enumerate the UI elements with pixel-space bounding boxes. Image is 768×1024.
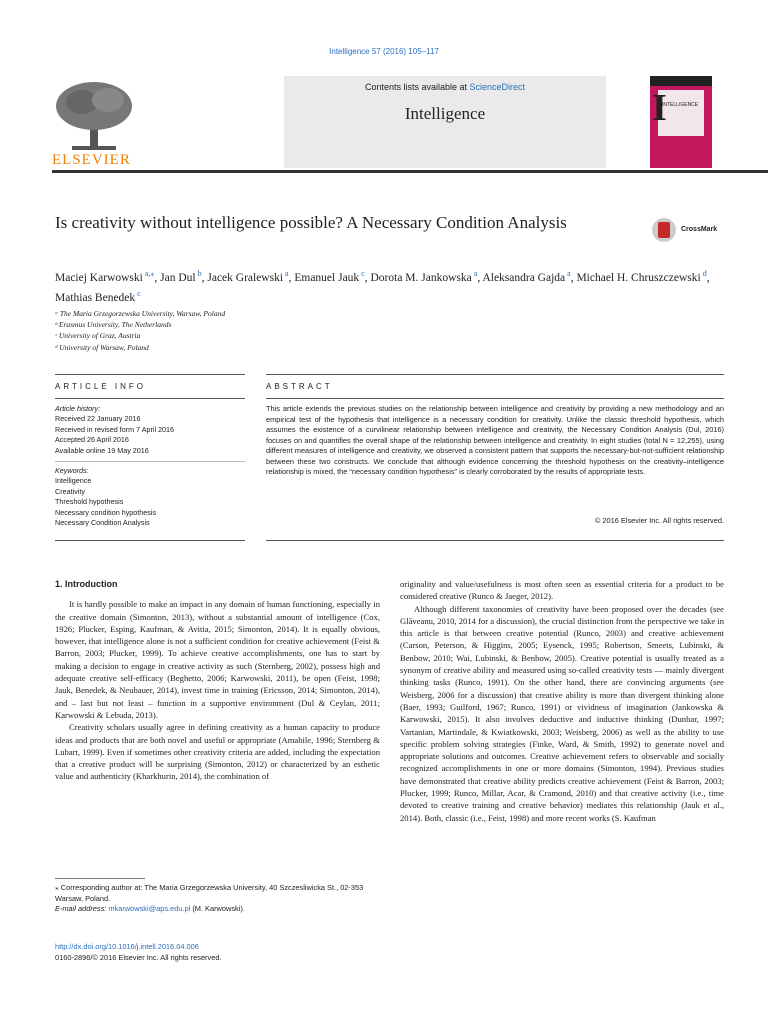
- left-column: [55, 578, 380, 783]
- author-affiliation-mark[interactable]: c: [135, 288, 141, 298]
- email-line: E-mail address: mkarwowski@aps.edu.pl (M. Karwowski).: [55, 904, 245, 913]
- journal-banner: [284, 76, 606, 168]
- history-online: Available online 19 May 2016: [55, 445, 149, 455]
- info-divider: [55, 461, 245, 462]
- author-name: Maciej Karwowski: [55, 271, 143, 284]
- body-paragraph: It is hardly possible to make an impact in any domain of human functioning, especially in the creative domain (Simonton, 2013), without a substantial amount of intelligence (Cox, 1926; Plucker, Esping, Kaufman, & Avitia, 2015; Simonton, 2014). It is equally obvious, however, that intelligence alone is not a sufficient condition for creative achievement (Feist & Barron, 2003; Plucker, 1999). To achieve creative accomplishments, one has to start by making a decision to engage in creative activity as such (Sternberg, 2002), possess high and adequate creative self-efficacy (Beghetto, 2006; Karwowski, 2011), be open (Feist, 1998; Jauk, Benedek, & Neubauer, 2014), invest time in training (Ericsson, 2014; Simonton, 2014), and – last but not least – function in a supportive environment (Dul & Ceylan, 2011; Karwowski & Lebuda, 2013).: [55, 599, 380, 720]
- keywords-label: Keywords:: [55, 466, 89, 476]
- author-affiliation-mark[interactable]: b: [195, 269, 202, 278]
- cover-title: INTELLIGENCE: [662, 102, 699, 108]
- abstract-top-rule: [266, 374, 724, 375]
- affiliation-d: ᵈ University of Warsaw, Poland: [55, 342, 149, 352]
- info-top-rule: [55, 374, 245, 375]
- author-name: Emanuel Jauk: [294, 271, 360, 284]
- crossmark-button[interactable]: [652, 218, 722, 244]
- affiliations: [55, 308, 225, 353]
- journal-cover-image: [650, 76, 712, 168]
- contents-line: Contents lists available at ScienceDirect: [364, 82, 526, 92]
- elsevier-wordmark: ELSEVIER: [52, 152, 131, 168]
- history-label: Article history:: [55, 404, 101, 413]
- author-affiliation-mark[interactable]: a: [565, 269, 571, 278]
- author-affiliation-mark[interactable]: a: [471, 269, 478, 278]
- masthead-rule: [52, 170, 768, 173]
- author-name: Aleksandra Gajda: [482, 271, 566, 284]
- page-bottom: [55, 941, 222, 963]
- sciencedirect-link[interactable]: ScienceDirect: [469, 82, 526, 92]
- crossmark-label: CrossMark: [681, 226, 718, 233]
- section-heading: 1. Introduction: [55, 579, 118, 589]
- history-received: Received 22 January 2016: [55, 414, 141, 424]
- keyword: Threshold hypothesis: [55, 497, 124, 507]
- keyword: Necessary Condition Analysis: [55, 518, 150, 528]
- cover-letter: I: [652, 87, 667, 129]
- author-affiliation-mark[interactable]: a: [283, 269, 289, 278]
- journal-title: Intelligence: [404, 104, 486, 123]
- journal-citation-link[interactable]: Intelligence 57 (2016) 105–117: [329, 47, 439, 56]
- body-paragraph: Creativity scholars usually agree in defining creativity as a human capacity to produce ideas and products that are both novel and useful or appropriate (Amabile, 1996; Sternberg & Lubart, 1999). Even if sometimes other creativity criteria are added, including the expectation that a creative product will be surprising (Simonton, 2012) or characterized by an esthetic value and authenticity (Kharkhurin, 2014), the combination of: [55, 722, 380, 782]
- elsevier-tree-logo: [52, 78, 136, 154]
- author-affiliation-mark[interactable]: c: [359, 269, 365, 278]
- author-name: Michael H. Chruszczewski: [576, 271, 701, 284]
- footnote-rule: [55, 878, 145, 879]
- abstract-text: This article extends the previous studies on the relationship between intelligence and creativity by providing a new methodology and an empirical test of the hypothesis that intelligence is a necessary condition for creativity. Unlike the classic threshold hypothesis, which assumes the existence of a curvilinear relationship between intelligence and creativity, the Necessary Condition Analysis (Dul, 2016) focuses on and quantifies the overall shape of the relationship between intelligence and creativity. In eight studies (total N = 12,255), using different measures of intelligence and creativity, we observed a consistent pattern that supports the necessary-but-not-sufficient relationship between these two constructs. We conclude that although evidence concerning the threshold hypothesis on the creativity–intelligence relationship is mixed, the “necessary condition hypothesis” is clearly corroborated by the results of appropriate tests.: [266, 404, 724, 476]
- author-affiliation-mark[interactable]: d: [700, 269, 707, 278]
- author-affiliation-mark[interactable]: a,⁎: [142, 269, 155, 278]
- abstract-bottom-rule: [266, 540, 724, 541]
- author-list: Maciej Karwowski $^{a,⁎}$, Jan Dul $^b$, Jacek Gralewski $^a$, Emanuel Jauk $^c$, Dorota M. Jankowska $^a$, Aleksandra Gajda $^a$, Michael H. Chruszczewski $^d$, Mathias Benedek $^c$: [55, 269, 710, 304]
- body-paragraph: Although different taxonomies of creativity have been proposed over the decades (see Glăveanu, 2010, 2014 for a discussion), the crucial distinction from the perspective we take in this article is that between creative potential (Runco, 2003) and creative achievement (Carson, Peterson, & Higgins, 2005; Eysenck, 1995; Robertson, Smeets, Lubinski, & Benbow, 2010; Wai, Lubinski, & Benbow, 2005). Creative potential is usually treated as a synonym of creative ability and measured using so-called creativity tests — mainly divergent thinking tasks (Runco, 1991). On the other hand, there are convincing arguments (see Weisberg, 2006 for a discussion) that creative ability is more than divergent thinking alone (Baer, 1993; Guilford, 1967; Runco, 1991) or vividness of imagination (Jankowska & Karwowski, 2015). It also involves deductive and inductive thinking (Dunbar, 1997; Vartanian, Martindale, & Kwiatkowski, 2003; Weisberg, 2006) as well as the ability to use specific problem solving strategies (Finke, Ward, & Smith, 1992) to generate novel and appropriate solutions and outcomes. Creative achievement refers to observable and socially recognized accomplishments in one or more domains (Simonton, 1994). Previous studies have demonstrated that creative ability predicts creative achievement (Feist & Barron, 2003; Plucker, 1999; Runco, Millar, Acar, & Cramond, 2010) and that creative activity (i.e., time devoted to creative training and creative behavior) mediates this relationship (Jauk et al., 2014). Both, classic (i.e., Feist, 1998) and more recent works (S. Kaufman: [400, 603, 724, 823]
- author-name: Mathias Benedek: [55, 291, 136, 304]
- keyword: Creativity: [55, 486, 85, 496]
- crossmark-icon: [652, 218, 676, 242]
- affiliation-c: ᶜ University of Graz, Austria: [55, 331, 141, 341]
- article-info: [55, 404, 245, 528]
- abstract-copyright: © 2016 Elsevier Inc. All rights reserved.: [594, 516, 724, 525]
- history-accepted: Accepted 26 April 2016: [55, 435, 129, 445]
- keyword: Necessary condition hypothesis: [55, 507, 157, 517]
- cover-strip: [650, 76, 712, 86]
- author-name: Jan Dul: [160, 271, 196, 284]
- abstract-heading: ABSTRACT: [266, 382, 333, 391]
- keyword: Intelligence: [55, 476, 92, 486]
- masthead: [52, 76, 716, 172]
- corresponding-author-note: ⁎ Corresponding author at: The Maria Grzegorzewska University, 40 Szczesliwicka St., 02-353 Warsaw, Poland.: [55, 883, 364, 903]
- article-title: Is creativity without intelligence possible? A Necessary Condition Analysis: [55, 213, 567, 232]
- info-mid-rule: [55, 398, 245, 399]
- footnote: [55, 883, 385, 915]
- author-name: Jacek Gralewski: [207, 271, 284, 284]
- history-revised: Received in revised form 7 April 2016: [55, 424, 175, 434]
- doi-link[interactable]: http://dx.doi.org/10.1016/j.intell.2016.04.006: [55, 942, 199, 951]
- info-bottom-rule: [55, 540, 245, 541]
- author-name: Dorota M. Jankowska: [370, 271, 472, 284]
- affiliation-b: ᵇ Erasmus University, The Netherlands: [55, 320, 172, 330]
- article-info-heading: ARTICLE INFO: [55, 382, 146, 391]
- body-paragraph: originality and value/usefulness is most often seen as essential criteria for a product to be considered creative (Runco & Jaeger, 2012).: [400, 579, 724, 602]
- email-link[interactable]: mkarwowski@aps.edu.pl: [108, 904, 191, 913]
- abstract-mid-rule: [266, 398, 724, 399]
- issn-line: 0160-2896/© 2016 Elsevier Inc. All rights reserved.: [55, 953, 222, 962]
- affiliation-a: ᵃ The Maria Grzegorzewska University, Warsaw, Poland: [55, 309, 226, 318]
- right-column: [400, 578, 724, 824]
